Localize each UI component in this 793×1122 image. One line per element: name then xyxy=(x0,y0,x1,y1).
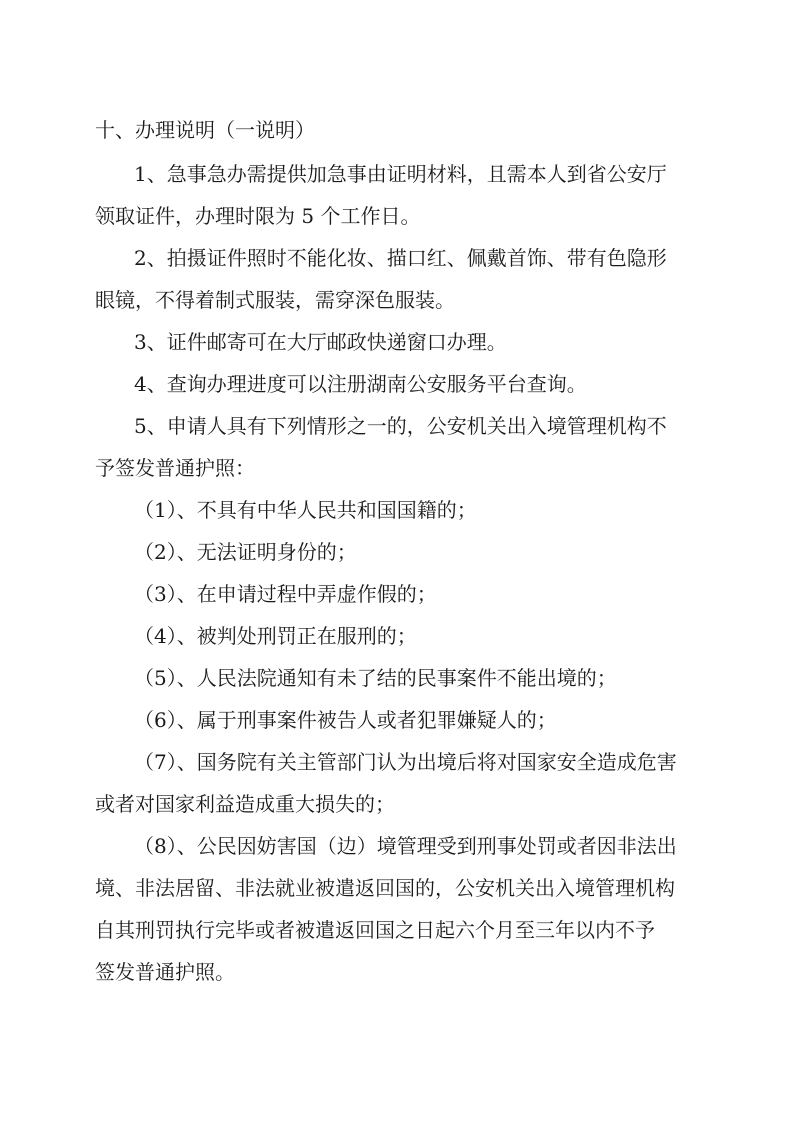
sub-item-3: （3）、在申请过程中弄虚作假的； xyxy=(134,582,437,606)
sub-item-8-line-3: 自其刑罚执行完毕或者被遣返回国之日起六个月至三年以内不予 xyxy=(95,918,655,942)
item-3: 3、证件邮寄可在大厅邮政快递窗口办理。 xyxy=(134,330,507,354)
item-2-line-1: 2、拍摄证件照时不能化妆、描口红、佩戴首饰、带有色隐形 xyxy=(134,246,667,270)
item-5-line-1: 5、申请人具有下列情形之一的，公安机关出入境管理机构不 xyxy=(134,414,667,438)
item-1-line-1: 1、急事急办需提供加急事由证明材料，且需本人到省公安厅 xyxy=(134,162,667,186)
sub-item-2: （2）、无法证明身份的； xyxy=(134,540,357,564)
sub-item-5: （5）、人民法院通知有未了结的民事案件不能出境的； xyxy=(134,666,617,690)
sub-item-8-line-2: 境、非法居留、非法就业被遣返回国的，公安机关出入境管理机构 xyxy=(95,876,675,900)
sub-item-6: （6）、属于刑事案件被告人或者犯罪嫌疑人的； xyxy=(134,708,557,732)
sub-item-8-line-1: （8）、公民因妨害国（边）境管理受到刑事处罚或者因非法出 xyxy=(134,834,677,858)
item-4: 4、查询办理进度可以注册湖南公安服务平台查询。 xyxy=(134,372,587,396)
sub-item-1: （1）、不具有中华人民共和国国籍的； xyxy=(134,498,477,522)
item-5-line-2: 予签发普通护照： xyxy=(95,456,255,480)
item-2-line-2: 眼镜，不得着制式服装，需穿深色服装。 xyxy=(95,288,455,312)
sub-item-4: （4）、被判处刑罚正在服刑的； xyxy=(134,624,417,648)
section-heading: 十、办理说明（一说明） xyxy=(95,118,315,142)
sub-item-7-line-1: （7）、国务院有关主管部门认为出境后将对国家安全造成危害 xyxy=(134,750,677,774)
sub-item-7-line-2: 或者对国家利益造成重大损失的； xyxy=(95,792,395,816)
item-1-line-2: 领取证件，办理时限为 5 个工作日。 xyxy=(95,204,421,228)
sub-item-8-line-4: 签发普通护照。 xyxy=(95,960,235,984)
